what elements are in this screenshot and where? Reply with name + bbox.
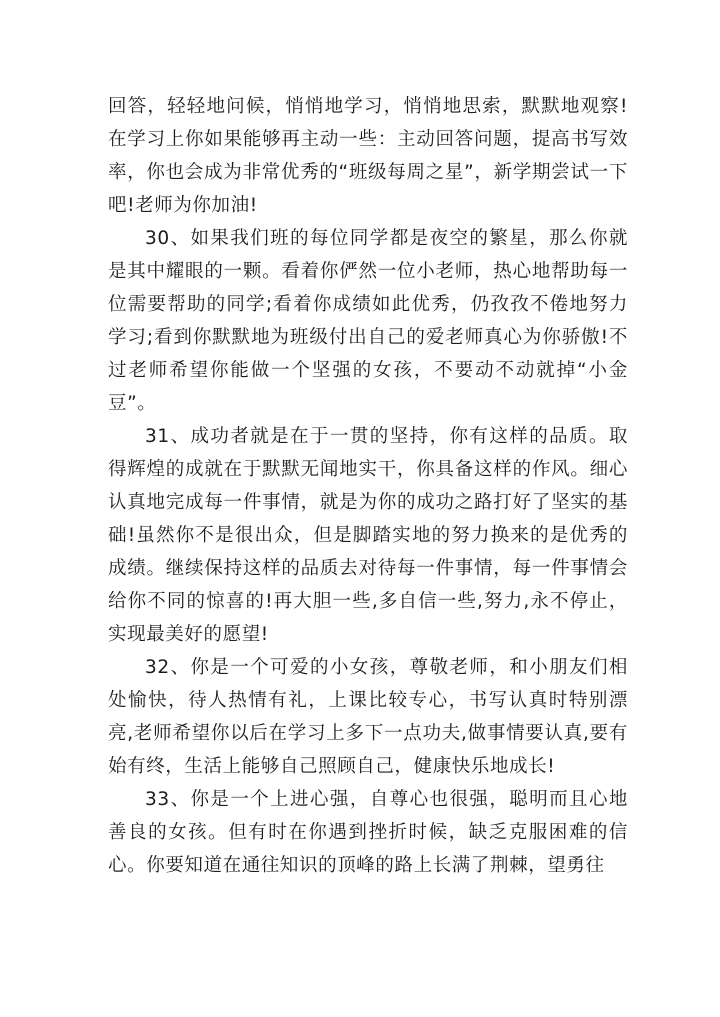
- paragraph-33: 33、你是一个上进心强，自尊心也很强，聪明而且心地善良的女孩。但有时在你遇到挫折时候，缺乏克服困难的信心。你要知道在通往知识的顶峰的路上长满了荆棘，望勇往: [108, 789, 628, 876]
- paragraph-32: 32、你是一个可爱的小女孩，尊敬老师，和小朋友们相处愉快，待人热情有礼，上课比较专心，书写认真时特别漂亮,老师希望你以后在学习上多下一点功夫,做事情要认真,要有始有终，生活上能够自己照顾自己，健康快乐地成长!: [108, 657, 628, 777]
- document-body: [108, 90, 628, 882]
- paragraph-continued: 回答，轻轻地问候，悄悄地学习，悄悄地思索，默默地观察!在学习上你如果能够再主动一些：主动回答问题，提高书写效率，你也会成为非常优秀的“班级每周之星”，新学期尝试一下吧!老师为你加油!: [108, 96, 628, 216]
- paragraph-31: 31、成功者就是在于一贯的坚持，你有这样的品质。取得辉煌的成就在于默默无闻地实干，你具备这样的作风。细心认真地完成每一件事情，就是为你的成功之路打好了坚实的基础!虽然你不是很出众，但是脚踏实地的努力换来的是优秀的成绩。继续保持这样的品质去对待每一件事情，每一件事情会给你不同的惊喜的!再大胆一些,多自信一些,努力,永不停止，实现最美好的愿望!: [108, 426, 628, 645]
- paragraph-30: 30、如果我们班的每位同学都是夜空的繁星，那么你就是其中耀眼的一颗。看着你俨然一位小老师，热心地帮助每一位需要帮助的同学;看着你成绩如此优秀，仍孜孜不倦地努力学习;看到你默默地为班级付出自己的爱老师真心为你骄傲!不过老师希望你能做一个坚强的女孩，不要动不动就掉“小金豆”。: [108, 228, 628, 414]
